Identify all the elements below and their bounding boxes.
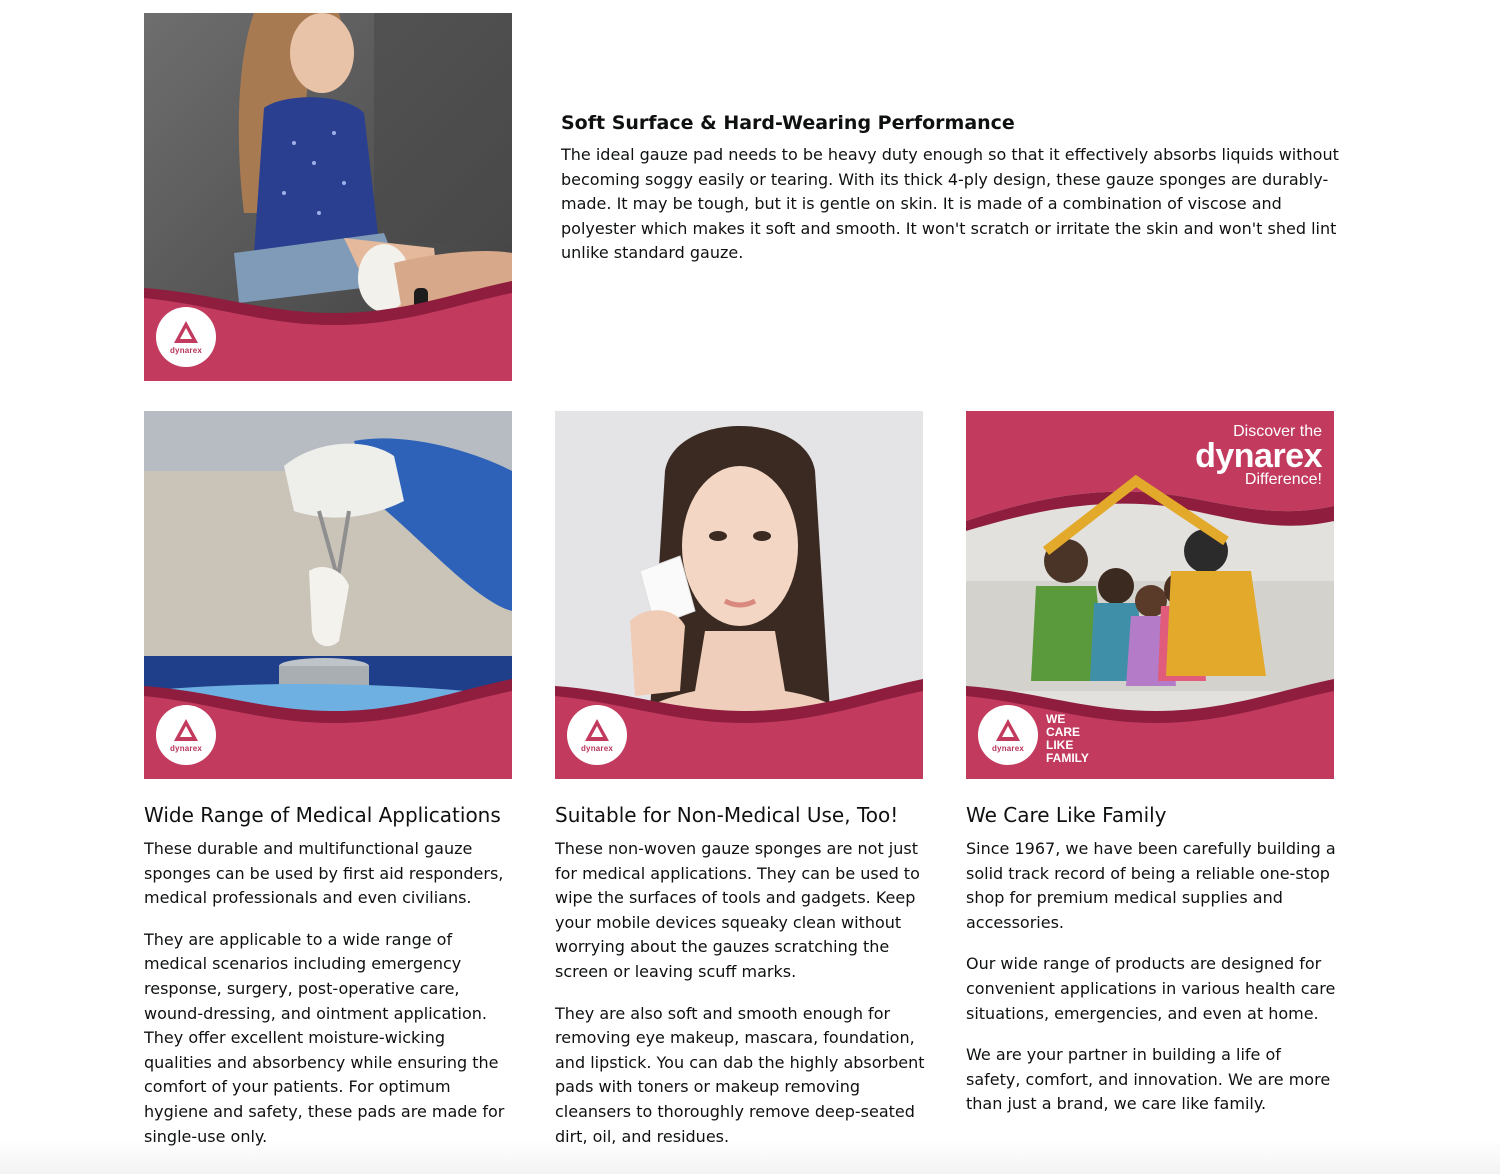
bandaged-knee-image [144, 13, 512, 381]
dynarex-triangle-icon [172, 319, 200, 345]
family-brand-image [966, 411, 1334, 779]
logo-wordmark: dynarex [169, 744, 203, 753]
we-care-tagline [1046, 713, 1089, 765]
dynarex-logo [156, 307, 216, 367]
logo-wordmark: dynarex [580, 744, 614, 753]
dynarex-logo [156, 705, 216, 765]
logo-wordmark: dynarex [169, 346, 203, 355]
non-medical-use-block [555, 802, 925, 1149]
column-paragraph: They are also soft and smooth enough for removing eye makeup, mascara, foundation, and lipstick. You can dab the highly absorbent pads with toners or makeup removing cleansers to thoroughly remove deep-seated dirt, oil, and residues. [555, 1003, 925, 1146]
discover-brand: dynarex [1195, 437, 1322, 475]
dynarex-triangle-icon [994, 717, 1022, 743]
tagline-line: FAMILY [1046, 751, 1089, 765]
column-paragraph: We are your partner in building a life of safety, comfort, and innovation. We are more than just a brand, we care like family. [966, 1045, 1331, 1114]
column-paragraph: Since 1967, we have been carefully building a solid track record of being a reliable one-stop shop for premium medical supplies and accessories. [966, 839, 1336, 932]
tagline-line: CARE [1046, 725, 1081, 739]
column-title: We Care Like Family [966, 803, 1167, 827]
column-paragraph: They are applicable to a wide range of medical scenarios including emergency response, surgery, post-operative care, wound-dressing, and ointment application. They offer excellent moisture-wicking qualities and absorbency while ensuring the comfort of your patients. For optimum hygiene and safety, these pads are made for single-use only. [144, 929, 505, 1146]
care-like-family-block [966, 802, 1336, 1117]
hero-body: The ideal gauze pad needs to be heavy duty enough so that it effectively absorbs liquids without becoming soggy easily or tearing. With its thick 4-ply design, these gauze sponges are durably-made. It may be tough, but it is gentle on skin. It is made of a combination of viscose and polyester which makes it soft and smooth. It won't scratch or irritate the skin and won't shed lint unlike standard gauze. [561, 145, 1339, 263]
surgical-gauze-image [144, 411, 512, 779]
hero-feature-block [561, 111, 1341, 266]
dynarex-triangle-icon [172, 717, 200, 743]
discover-line-3: Difference! [1244, 471, 1322, 488]
column-title: Suitable for Non-Medical Use, Too! [555, 803, 899, 827]
column-paragraph: These durable and multifunctional gauze sponges can be used by first aid responders, medical professionals and even civilians. [144, 839, 504, 908]
tagline-line: LIKE [1046, 738, 1074, 752]
medical-applications-block [144, 802, 514, 1149]
column-title: Wide Range of Medical Applications [144, 803, 501, 827]
dynarex-logo [567, 705, 627, 765]
column-paragraph: These non-woven gauze sponges are not just for medical applications. They can be used to wipe the surfaces of tools and gadgets. Keep your mobile devices squeaky clean without worrying about the gauzes scratching the screen or leaving scuff marks. [555, 839, 920, 981]
facial-gauze-image [555, 411, 923, 779]
discover-line-1: Discover the [1233, 423, 1322, 440]
dynarex-triangle-icon [583, 717, 611, 743]
logo-wordmark: dynarex [991, 744, 1025, 753]
discover-banner [1195, 423, 1322, 489]
dynarex-logo [978, 705, 1038, 765]
hero-title: Soft Surface & Hard-Wearing Performance [561, 112, 1015, 134]
column-paragraph: Our wide range of products are designed for convenient applications in various health care situations, emergencies, and even at home. [966, 954, 1336, 1023]
tagline-line: WE [1046, 712, 1066, 726]
